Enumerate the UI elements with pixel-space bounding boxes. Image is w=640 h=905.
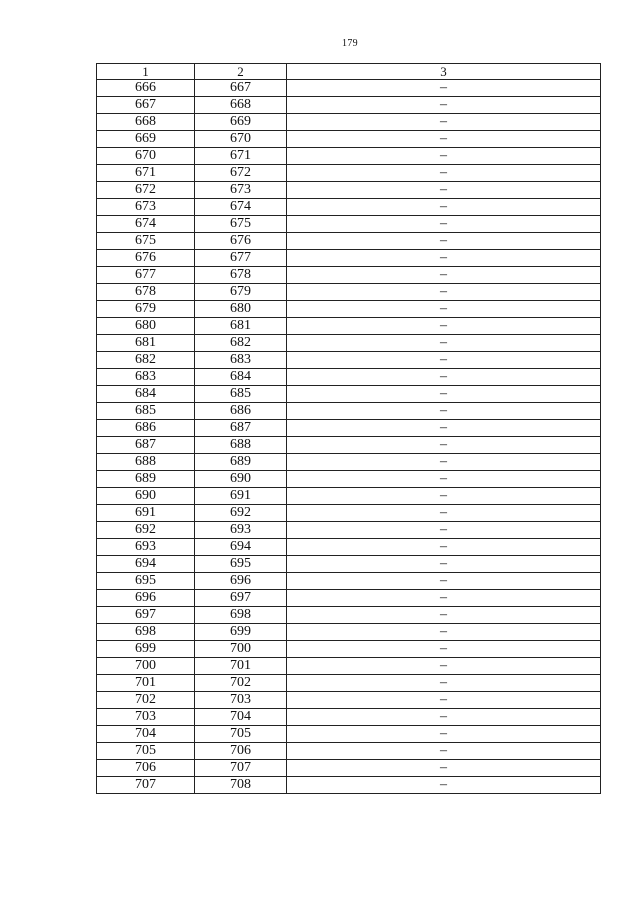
table-cell-col-3: –: [287, 590, 601, 607]
table-cell-col-1: 693: [97, 539, 195, 556]
table-cell-col-3: –: [287, 573, 601, 590]
table-cell-col-1: 667: [97, 97, 195, 114]
table-cell-col-3: –: [287, 420, 601, 437]
table-cell-col-1: 691: [97, 505, 195, 522]
table-cell-col-1: 706: [97, 760, 195, 777]
table-cell-col-1: 694: [97, 556, 195, 573]
table-cell-col-3: –: [287, 97, 601, 114]
table-row: [97, 97, 601, 114]
table-cell-col-2: 702: [195, 675, 287, 692]
table-row: [97, 437, 601, 454]
table-cell-col-2: 674: [195, 199, 287, 216]
table-cell-col-1: 680: [97, 318, 195, 335]
table-cell-col-1: 679: [97, 301, 195, 318]
table-cell-col-3: –: [287, 488, 601, 505]
table-row: [97, 641, 601, 658]
table-cell-col-2: 670: [195, 131, 287, 148]
table-cell-col-2: 684: [195, 369, 287, 386]
table-row: [97, 556, 601, 573]
table-row: [97, 301, 601, 318]
table-row: [97, 590, 601, 607]
table-row: [97, 114, 601, 131]
table-cell-col-3: –: [287, 777, 601, 794]
data-table-container: [96, 63, 600, 794]
table-cell-col-3: –: [287, 726, 601, 743]
table-cell-col-1: 683: [97, 369, 195, 386]
table-row: [97, 165, 601, 182]
table-cell-col-2: 707: [195, 760, 287, 777]
table-cell-col-1: 690: [97, 488, 195, 505]
table-cell-col-3: –: [287, 165, 601, 182]
table-cell-col-3: –: [287, 658, 601, 675]
table-cell-col-3: –: [287, 284, 601, 301]
table-row: [97, 148, 601, 165]
table-cell-col-1: 688: [97, 454, 195, 471]
column-header-3: 3: [287, 64, 601, 80]
table-cell-col-3: –: [287, 267, 601, 284]
table-cell-col-2: 692: [195, 505, 287, 522]
table-row: [97, 403, 601, 420]
table-cell-col-3: –: [287, 675, 601, 692]
table-cell-col-3: –: [287, 301, 601, 318]
table-cell-col-3: –: [287, 80, 601, 97]
table-cell-col-1: 674: [97, 216, 195, 233]
table-cell-col-2: 677: [195, 250, 287, 267]
table-cell-col-1: 698: [97, 624, 195, 641]
table-cell-col-1: 686: [97, 420, 195, 437]
table-cell-col-3: –: [287, 318, 601, 335]
table-cell-col-3: –: [287, 199, 601, 216]
table-cell-col-2: 686: [195, 403, 287, 420]
table-cell-col-2: 685: [195, 386, 287, 403]
table-cell-col-2: 698: [195, 607, 287, 624]
table-cell-col-1: 677: [97, 267, 195, 284]
table-row: [97, 199, 601, 216]
table-row: [97, 369, 601, 386]
table-cell-col-1: 705: [97, 743, 195, 760]
table-cell-col-2: 668: [195, 97, 287, 114]
data-table: [96, 63, 601, 794]
column-header-2: 2: [195, 64, 287, 80]
table-cell-col-2: 695: [195, 556, 287, 573]
table-cell-col-3: –: [287, 471, 601, 488]
table-cell-col-3: –: [287, 760, 601, 777]
table-cell-col-1: 676: [97, 250, 195, 267]
table-cell-col-2: 682: [195, 335, 287, 352]
table-cell-col-2: 691: [195, 488, 287, 505]
table-row: [97, 131, 601, 148]
table-cell-col-3: –: [287, 556, 601, 573]
table-row: [97, 505, 601, 522]
table-row: [97, 692, 601, 709]
table-cell-col-3: –: [287, 692, 601, 709]
table-row: [97, 182, 601, 199]
table-row: [97, 709, 601, 726]
table-cell-col-3: –: [287, 335, 601, 352]
table-cell-col-1: 671: [97, 165, 195, 182]
table-row: [97, 216, 601, 233]
table-cell-col-3: –: [287, 386, 601, 403]
table-cell-col-3: –: [287, 216, 601, 233]
table-cell-col-2: 697: [195, 590, 287, 607]
table-row: [97, 488, 601, 505]
table-cell-col-1: 669: [97, 131, 195, 148]
table-cell-col-1: 700: [97, 658, 195, 675]
table-cell-col-2: 694: [195, 539, 287, 556]
table-row: [97, 624, 601, 641]
table-cell-col-3: –: [287, 182, 601, 199]
table-cell-col-3: –: [287, 131, 601, 148]
table-cell-col-2: 667: [195, 80, 287, 97]
table-cell-col-3: –: [287, 352, 601, 369]
table-cell-col-2: 703: [195, 692, 287, 709]
table-row: [97, 352, 601, 369]
table-cell-col-3: –: [287, 114, 601, 131]
table-cell-col-2: 673: [195, 182, 287, 199]
table-cell-col-2: 701: [195, 658, 287, 675]
table-cell-col-2: 681: [195, 318, 287, 335]
table-cell-col-2: 683: [195, 352, 287, 369]
table-cell-col-3: –: [287, 641, 601, 658]
table-row: [97, 335, 601, 352]
table-row: [97, 573, 601, 590]
table-row: [97, 726, 601, 743]
table-cell-col-1: 692: [97, 522, 195, 539]
table-cell-col-3: –: [287, 233, 601, 250]
table-cell-col-1: 666: [97, 80, 195, 97]
table-cell-col-2: 708: [195, 777, 287, 794]
table-row: [97, 607, 601, 624]
table-row: [97, 454, 601, 471]
table-row: [97, 522, 601, 539]
table-row: [97, 250, 601, 267]
table-cell-col-1: 703: [97, 709, 195, 726]
table-cell-col-2: 693: [195, 522, 287, 539]
table-row: [97, 386, 601, 403]
table-row: [97, 318, 601, 335]
column-header-1: 1: [97, 64, 195, 80]
table-cell-col-2: 679: [195, 284, 287, 301]
table-row: [97, 675, 601, 692]
table-cell-col-2: 700: [195, 641, 287, 658]
table-cell-col-1: 687: [97, 437, 195, 454]
table-cell-col-1: 684: [97, 386, 195, 403]
table-cell-col-3: –: [287, 522, 601, 539]
table-cell-col-3: –: [287, 743, 601, 760]
table-cell-col-1: 699: [97, 641, 195, 658]
table-cell-col-2: 706: [195, 743, 287, 760]
table-row: [97, 777, 601, 794]
table-cell-col-3: –: [287, 250, 601, 267]
table-row: [97, 284, 601, 301]
table-cell-col-3: –: [287, 539, 601, 556]
table-cell-col-2: 690: [195, 471, 287, 488]
table-header-row: [97, 64, 601, 80]
table-cell-col-1: 675: [97, 233, 195, 250]
table-cell-col-2: 671: [195, 148, 287, 165]
table-cell-col-3: –: [287, 437, 601, 454]
table-cell-col-1: 689: [97, 471, 195, 488]
table-cell-col-1: 696: [97, 590, 195, 607]
table-row: [97, 80, 601, 97]
table-cell-col-1: 704: [97, 726, 195, 743]
table-row: [97, 420, 601, 437]
table-cell-col-2: 680: [195, 301, 287, 318]
table-row: [97, 760, 601, 777]
table-cell-col-1: 685: [97, 403, 195, 420]
table-cell-col-2: 696: [195, 573, 287, 590]
table-row: [97, 658, 601, 675]
table-cell-col-2: 678: [195, 267, 287, 284]
table-cell-col-3: –: [287, 709, 601, 726]
table-cell-col-1: 670: [97, 148, 195, 165]
table-cell-col-1: 695: [97, 573, 195, 590]
table-cell-col-2: 676: [195, 233, 287, 250]
table-cell-col-3: –: [287, 607, 601, 624]
table-cell-col-2: 672: [195, 165, 287, 182]
table-cell-col-2: 689: [195, 454, 287, 471]
table-cell-col-2: 699: [195, 624, 287, 641]
table-cell-col-2: 687: [195, 420, 287, 437]
page-number: 179: [342, 38, 358, 49]
table-cell-col-3: –: [287, 624, 601, 641]
table-cell-col-3: –: [287, 148, 601, 165]
table-cell-col-1: 702: [97, 692, 195, 709]
table-row: [97, 267, 601, 284]
table-cell-col-3: –: [287, 403, 601, 420]
table-cell-col-1: 681: [97, 335, 195, 352]
table-cell-col-2: 669: [195, 114, 287, 131]
table-cell-col-2: 705: [195, 726, 287, 743]
table-row: [97, 539, 601, 556]
table-cell-col-3: –: [287, 505, 601, 522]
table-cell-col-3: –: [287, 369, 601, 386]
table-cell-col-1: 701: [97, 675, 195, 692]
table-cell-col-2: 688: [195, 437, 287, 454]
table-cell-col-1: 697: [97, 607, 195, 624]
table-row: [97, 743, 601, 760]
table-cell-col-1: 707: [97, 777, 195, 794]
table-cell-col-3: –: [287, 454, 601, 471]
table-body: [97, 80, 601, 794]
table-cell-col-2: 704: [195, 709, 287, 726]
table-cell-col-1: 668: [97, 114, 195, 131]
table-cell-col-1: 678: [97, 284, 195, 301]
table-cell-col-1: 682: [97, 352, 195, 369]
table-row: [97, 471, 601, 488]
table-cell-col-1: 672: [97, 182, 195, 199]
table-cell-col-1: 673: [97, 199, 195, 216]
table-row: [97, 233, 601, 250]
table-cell-col-2: 675: [195, 216, 287, 233]
